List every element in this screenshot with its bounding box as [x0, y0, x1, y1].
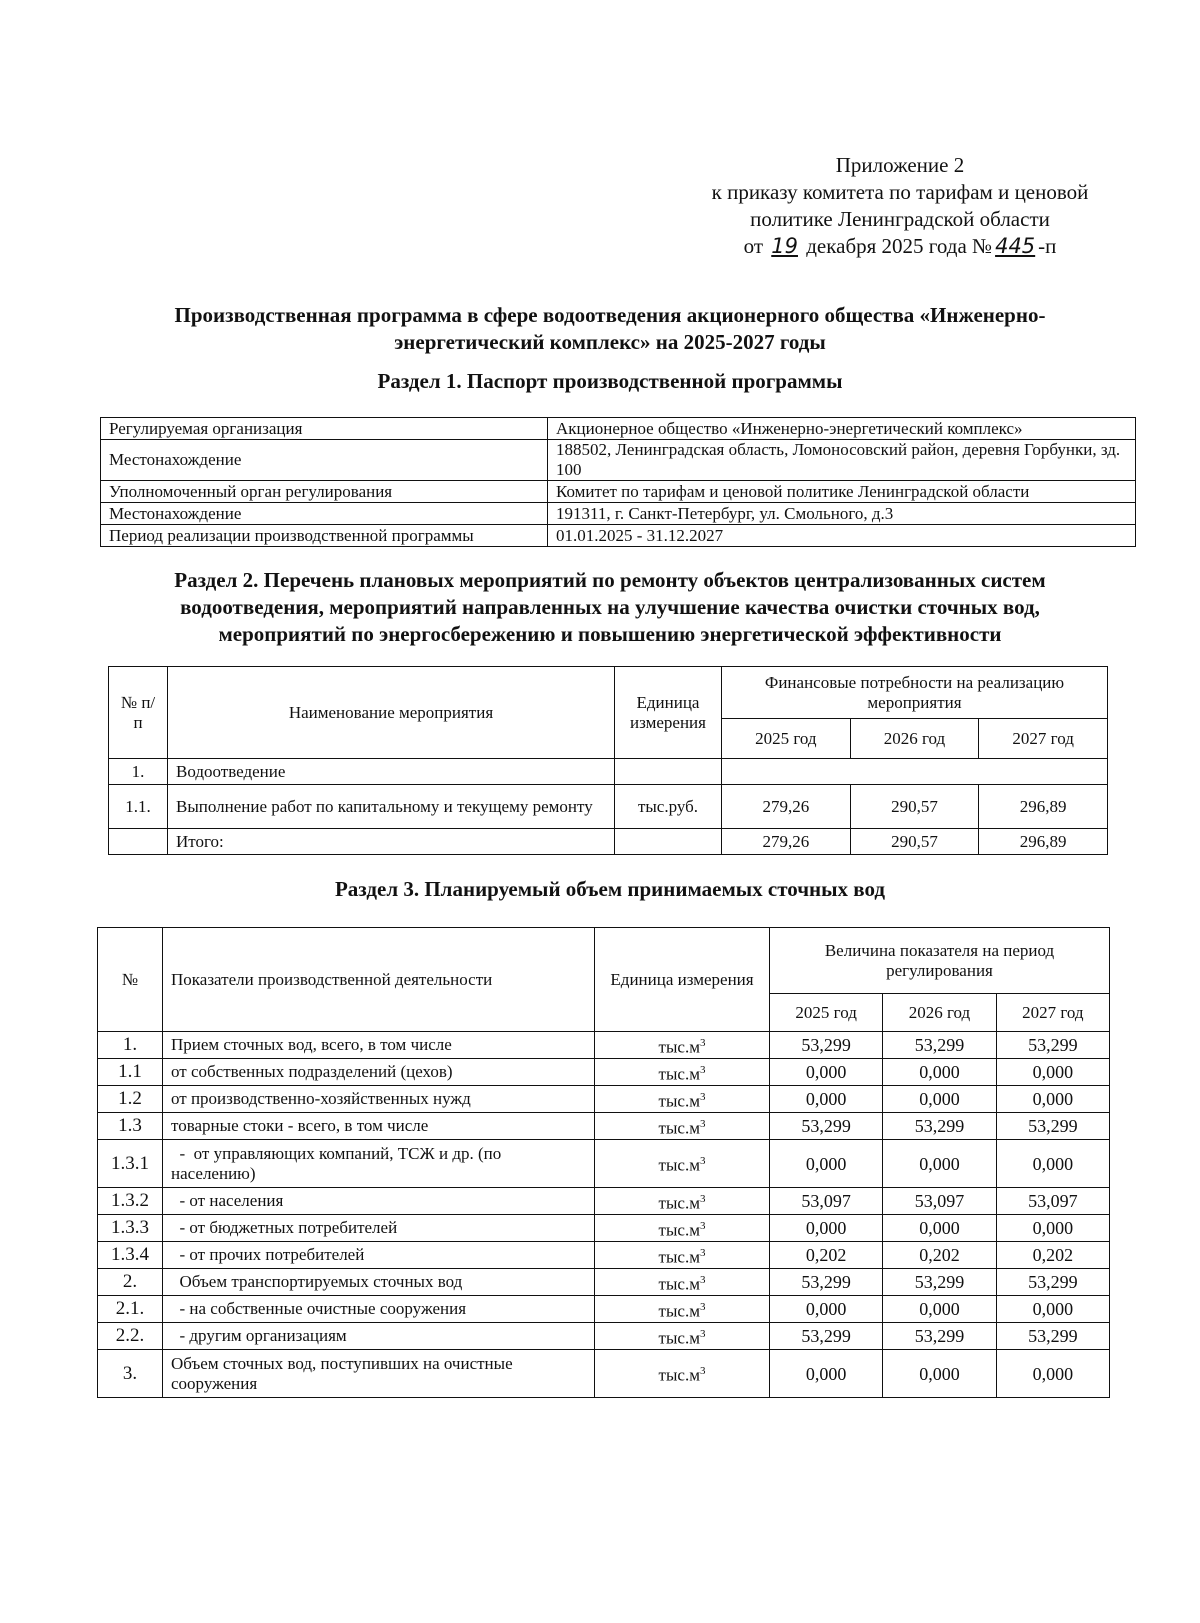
table-row: [98, 1188, 1110, 1215]
unit-sup: 3: [699, 1117, 706, 1130]
appendix-line: политике Ленинградской области: [750, 207, 1050, 231]
appendix-line: к приказу комитета по тарифам и ценовой: [711, 180, 1089, 204]
passport-label: Период реализации производственной программы: [101, 525, 548, 547]
section2-title: [100, 567, 1120, 648]
unit-base: тыс.м: [658, 1118, 700, 1138]
passport-row: [101, 440, 1136, 481]
section2-title-line: Раздел 2. Перечень плановых мероприятий по ремонту объектов централизованных систем: [174, 568, 1046, 592]
value-2025: 279,26: [722, 785, 851, 829]
value-2027: 53,299: [996, 1269, 1109, 1296]
value-2026: 0,000: [883, 1059, 996, 1086]
value-2025: 0,000: [770, 1215, 883, 1242]
row-num: 1.2: [98, 1086, 163, 1113]
col-header-num: №: [98, 928, 163, 1032]
row-unit: [595, 1323, 770, 1350]
row-unit: [595, 1188, 770, 1215]
row-name: от собственных подразделений (цехов): [163, 1059, 595, 1086]
value-2027: 0,202: [996, 1242, 1109, 1269]
row-num: 2.1.: [98, 1296, 163, 1323]
row-name: Прием сточных вод, всего, в том числе: [163, 1032, 595, 1059]
title-line: Производственная программа в сфере водоотведения акционерного общества «Инженерно-: [174, 303, 1046, 327]
passport-row: [101, 481, 1136, 503]
value-2025: 0,202: [770, 1242, 883, 1269]
unit-base: тыс.м: [658, 1091, 700, 1111]
col-header-group: Финансовые потребности на реализацию мероприятия: [722, 667, 1108, 719]
passport-label: Регулируемая организация: [101, 418, 548, 440]
section2-title-line: мероприятий по энергосбережению и повышению энергетической эффективности: [218, 622, 1002, 646]
value-2025: 0,000: [770, 1059, 883, 1086]
row-name: от производственно-хозяйственных нужд: [163, 1086, 595, 1113]
row-num: [109, 829, 168, 855]
value-2027: 0,000: [996, 1059, 1109, 1086]
appendix-line: Приложение 2: [835, 153, 965, 177]
order-mid: декабря 2025 года №: [806, 234, 993, 258]
passport-value: 191311, г. Санкт-Петербург, ул. Смольного, д.3: [548, 503, 1136, 525]
table-row: [98, 1059, 1110, 1086]
row-num: 1.3.4: [98, 1242, 163, 1269]
row-num: 1.3.3: [98, 1215, 163, 1242]
unit-base: тыс.м: [658, 1193, 700, 1213]
value-2027: 53,299: [996, 1113, 1109, 1140]
unit-sup: 3: [699, 1273, 706, 1286]
order-line: [680, 233, 1120, 260]
value-2025: 0,000: [770, 1296, 883, 1323]
order-day: 19: [771, 234, 798, 258]
value-2025: 279,26: [722, 829, 851, 855]
row-name: - от прочих потребителей: [163, 1242, 595, 1269]
value-2026: 53,299: [883, 1113, 996, 1140]
unit-base: тыс.м: [658, 1037, 700, 1057]
row-unit: [615, 829, 722, 855]
col-header-name: Наименование мероприятия: [168, 667, 615, 759]
unit-base: тыс.м: [658, 1155, 700, 1175]
row-unit: [595, 1113, 770, 1140]
col-header-2026: 2026 год: [883, 994, 996, 1032]
row-unit: [595, 1059, 770, 1086]
row-name: - на собственные очистные сооружения: [163, 1296, 595, 1323]
table-row: [109, 829, 1108, 855]
value-2026: 53,299: [883, 1032, 996, 1059]
passport-value: Акционерное общество «Инженерно-энергетический комплекс»: [548, 418, 1136, 440]
row-num: 3.: [98, 1350, 163, 1398]
unit-base: тыс.м: [658, 1365, 700, 1385]
row-unit: [595, 1242, 770, 1269]
col-header-2027: 2027 год: [996, 994, 1109, 1032]
row-num: 1.3.1: [98, 1140, 163, 1188]
table-row: [98, 1086, 1110, 1113]
unit-sup: 3: [699, 1365, 706, 1378]
unit-base: тыс.м: [658, 1064, 700, 1084]
row-num: 1.3.2: [98, 1188, 163, 1215]
row-num: 1.1.: [109, 785, 168, 829]
row-unit: [595, 1269, 770, 1296]
col-header-name: Показатели производственной деятельности: [163, 928, 595, 1032]
appendix-header: [680, 152, 1120, 260]
unit-sup: 3: [699, 1090, 706, 1103]
row-unit: [595, 1140, 770, 1188]
value-2027: 0,000: [996, 1140, 1109, 1188]
row-name: Выполнение работ по капитальному и текущему ремонту: [168, 785, 615, 829]
passport-row: [101, 525, 1136, 547]
value-2027: 53,299: [996, 1032, 1109, 1059]
row-unit: [615, 759, 722, 785]
value-2026: 0,202: [883, 1242, 996, 1269]
col-header-unit: Единица измерения: [615, 667, 722, 759]
row-unit: [595, 1296, 770, 1323]
unit-base: тыс.м: [658, 1274, 700, 1294]
row-name: Итого:: [168, 829, 615, 855]
unit-sup: 3: [699, 1063, 706, 1076]
passport-row: [101, 418, 1136, 440]
unit-sup: 3: [699, 1300, 706, 1313]
table-row: [98, 1140, 1110, 1188]
value-2025: 53,097: [770, 1188, 883, 1215]
value-2026: 53,299: [883, 1269, 996, 1296]
section1-title: Раздел 1. Паспорт производственной программы: [377, 369, 843, 393]
unit-base: тыс.м: [658, 1328, 700, 1348]
row-num: 1.: [98, 1032, 163, 1059]
value-2025: 0,000: [770, 1350, 883, 1398]
row-num: 1.: [109, 759, 168, 785]
value-2025: 0,000: [770, 1086, 883, 1113]
value-2025: 53,299: [770, 1113, 883, 1140]
table-row: [98, 1323, 1110, 1350]
value-2027: 296,89: [979, 785, 1108, 829]
col-header-2025: 2025 год: [722, 719, 851, 759]
value-2027: 0,000: [996, 1215, 1109, 1242]
row-num: 2.: [98, 1269, 163, 1296]
order-prefix: от: [743, 234, 763, 258]
unit-base: тыс.м: [658, 1247, 700, 1267]
value-2027: 0,000: [996, 1350, 1109, 1398]
order-suffix: -п: [1038, 234, 1057, 258]
col-header-2026: 2026 год: [850, 719, 979, 759]
table-row: [98, 1113, 1110, 1140]
row-num: 1.3: [98, 1113, 163, 1140]
passport-table: [100, 417, 1136, 547]
unit-sup: 3: [699, 1327, 706, 1340]
wastewater-volume-table: [97, 927, 1110, 1398]
value-2026: 290,57: [850, 785, 979, 829]
col-header-2025: 2025 год: [770, 994, 883, 1032]
value-2025: 53,299: [770, 1032, 883, 1059]
value-2026: 290,57: [850, 829, 979, 855]
value-2027: 0,000: [996, 1296, 1109, 1323]
unit-sup: 3: [699, 1219, 706, 1232]
passport-value: 188502, Ленинградская область, Ломоносовский район, деревня Горбунки, зд. 100: [548, 440, 1136, 481]
row-num: 1.1: [98, 1059, 163, 1086]
unit-sup: 3: [699, 1155, 706, 1168]
document-title: [110, 302, 1110, 356]
table-row: [98, 1242, 1110, 1269]
value-2026: 0,000: [883, 1350, 996, 1398]
row-name: - от бюджетных потребителей: [163, 1215, 595, 1242]
section2-title-line: водоотведения, мероприятий направленных на улучшение качества очистки сточных вод,: [180, 595, 1040, 619]
value-2026: 53,097: [883, 1188, 996, 1215]
unit-sup: 3: [699, 1036, 706, 1049]
value-2027: 296,89: [979, 829, 1108, 855]
section3-title: Раздел 3. Планируемый объем принимаемых сточных вод: [334, 877, 886, 901]
passport-value: Комитет по тарифам и ценовой политике Ленинградской области: [548, 481, 1136, 503]
passport-label: Местонахождение: [101, 440, 548, 481]
unit-sup: 3: [699, 1192, 706, 1205]
value-2026: 53,299: [883, 1323, 996, 1350]
passport-row: [101, 503, 1136, 525]
value-2027: 53,299: [996, 1323, 1109, 1350]
col-header-2027: 2027 год: [979, 719, 1108, 759]
passport-label: Уполномоченный орган регулирования: [101, 481, 548, 503]
row-values-empty: [722, 759, 1108, 785]
value-2025: 53,299: [770, 1323, 883, 1350]
table-row: [109, 759, 1108, 785]
row-unit: [595, 1215, 770, 1242]
order-number: 445: [995, 234, 1036, 258]
table-row: [98, 1296, 1110, 1323]
value-2025: 0,000: [770, 1140, 883, 1188]
value-2026: 0,000: [883, 1296, 996, 1323]
measures-table: [108, 666, 1108, 855]
value-2027: 53,097: [996, 1188, 1109, 1215]
value-2027: 0,000: [996, 1086, 1109, 1113]
passport-label: Местонахождение: [101, 503, 548, 525]
col-header-unit: Единица измерения: [595, 928, 770, 1032]
value-2026: 0,000: [883, 1140, 996, 1188]
table-row: [98, 1215, 1110, 1242]
value-2026: 0,000: [883, 1086, 996, 1113]
table-row: [98, 1269, 1110, 1296]
table-row: [109, 785, 1108, 829]
col-header-num: № п/п: [109, 667, 168, 759]
row-unit: тыс.руб.: [615, 785, 722, 829]
table-row: [98, 1032, 1110, 1059]
row-name: Водоотведение: [168, 759, 615, 785]
row-name: - другим организациям: [163, 1323, 595, 1350]
row-name: - от управляющих компаний, ТСЖ и др. (по населению): [163, 1140, 595, 1188]
row-name: Объем транспортируемых сточных вод: [163, 1269, 595, 1296]
table-row: [98, 1350, 1110, 1398]
row-name: - от населения: [163, 1188, 595, 1215]
title-line: энергетический комплекс» на 2025-2027 годы: [394, 330, 826, 354]
row-name: товарные стоки - всего, в том числе: [163, 1113, 595, 1140]
row-unit: [595, 1032, 770, 1059]
row-num: 2.2.: [98, 1323, 163, 1350]
value-2025: 53,299: [770, 1269, 883, 1296]
col-header-group: Величина показателя на период регулирования: [770, 928, 1110, 994]
unit-base: тыс.м: [658, 1220, 700, 1240]
unit-sup: 3: [699, 1246, 706, 1259]
unit-base: тыс.м: [658, 1301, 700, 1321]
row-name: Объем сточных вод, поступивших на очистные сооружения: [163, 1350, 595, 1398]
row-unit: [595, 1086, 770, 1113]
row-unit: [595, 1350, 770, 1398]
value-2026: 0,000: [883, 1215, 996, 1242]
passport-value: 01.01.2025 - 31.12.2027: [548, 525, 1136, 547]
